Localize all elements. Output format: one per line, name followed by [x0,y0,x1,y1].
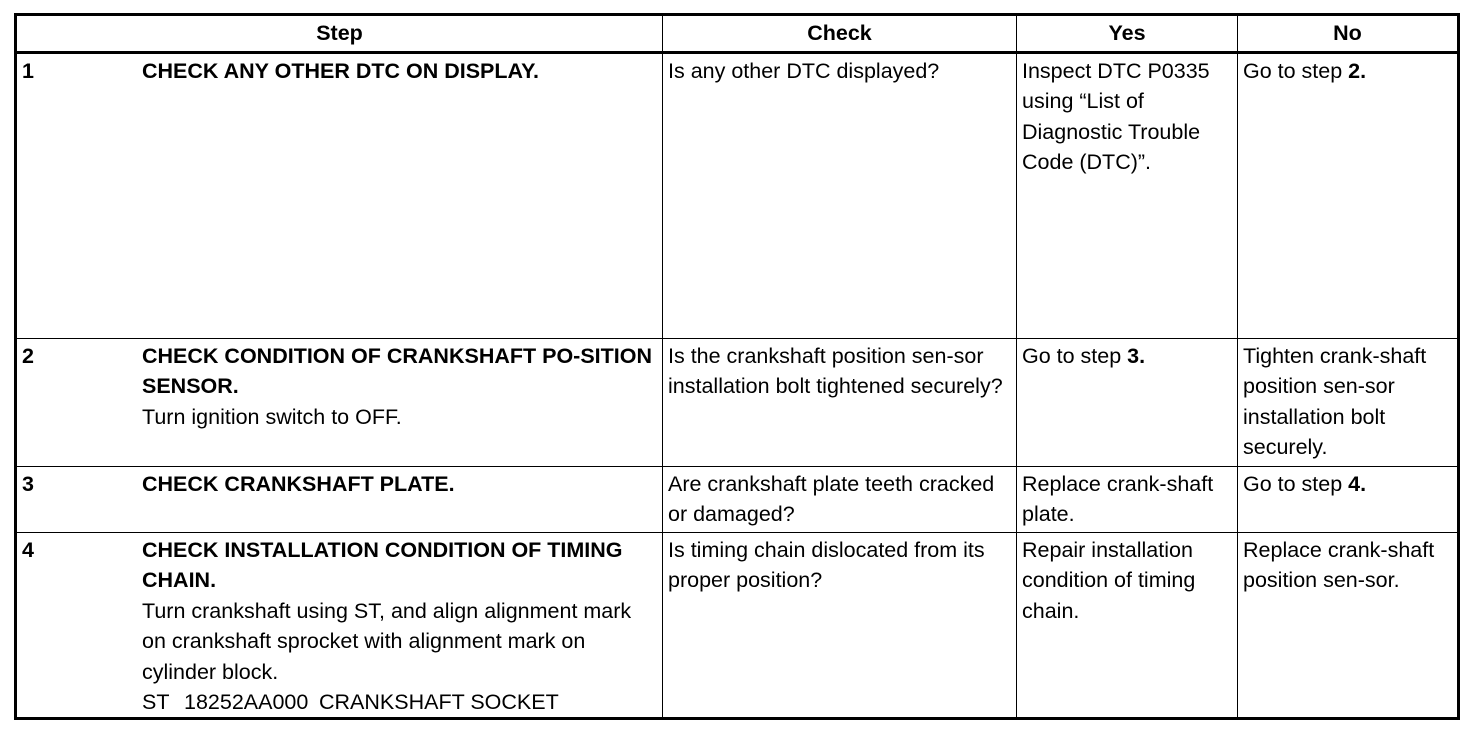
step-cell [16,339,663,467]
check-cell: Are crankshaft plate teeth cracked or damaged? [663,467,1017,533]
step-number: 2 [22,344,34,368]
step-description: Turn ignition switch to OFF. [142,404,402,429]
step-title: CHECK CONDITION OF CRANKSHAFT PO-SITION SENSOR. [142,344,653,399]
special-tool-label: ST [142,690,170,715]
table-header-row [16,15,1459,53]
step-reference: 4. [1348,472,1367,496]
step-title: CHECK ANY OTHER DTC ON DISPLAY. [142,59,540,83]
step-cell [16,53,663,339]
table-row [16,53,1459,339]
step-reference: 2. [1348,59,1367,83]
header-check: Check [663,15,1017,53]
step-number: 3 [22,472,34,496]
header-step: Step [16,15,663,53]
yes-cell: Replace crank-shaft plate. [1017,467,1238,533]
check-cell: Is any other DTC displayed? [663,53,1017,339]
step-number: 1 [22,59,34,83]
yes-cell: Inspect DTC P0335 using “List of Diagnostic Trouble Code (DTC)”. [1017,53,1238,339]
yes-text: Go to step [1022,344,1128,368]
check-cell: Is the crankshaft position sen-sor installation bolt tightened securely? [663,339,1017,467]
yes-cell [1017,339,1238,467]
no-cell: Replace crank-shaft position sen-sor. [1238,533,1459,719]
yes-cell: Repair installation condition of timing chain. [1017,533,1238,719]
table-row [16,467,1459,533]
table-row [16,339,1459,467]
header-yes: Yes [1017,15,1238,53]
no-cell [1238,53,1459,339]
header-no: No [1238,15,1459,53]
special-tool-line [142,687,658,717]
step-number: 4 [22,538,34,562]
no-cell: Tighten crank-shaft position sen-sor installation bolt securely. [1238,339,1459,467]
step-cell [16,533,663,719]
step-title: CHECK INSTALLATION CONDITION OF TIMING CHAIN. [142,538,623,593]
step-reference: 3. [1127,344,1146,368]
special-tool-name: CRANKSHAFT SOCKET [319,690,559,715]
no-text: Go to step [1243,59,1349,83]
step-title: CHECK CRANKSHAFT PLATE. [142,472,455,496]
check-cell: Is timing chain dislocated from its proper position? [663,533,1017,719]
no-cell [1238,467,1459,533]
diagnostic-procedure-table [14,13,1460,720]
no-text: Go to step [1243,472,1349,496]
special-tool-code: 18252AA000 [184,690,309,715]
step-description: Turn crankshaft using ST, and align alignment mark on crankshaft sprocket with alignment mark on cylinder block. [142,598,632,684]
step-cell [16,467,663,533]
table-row [16,533,1459,719]
